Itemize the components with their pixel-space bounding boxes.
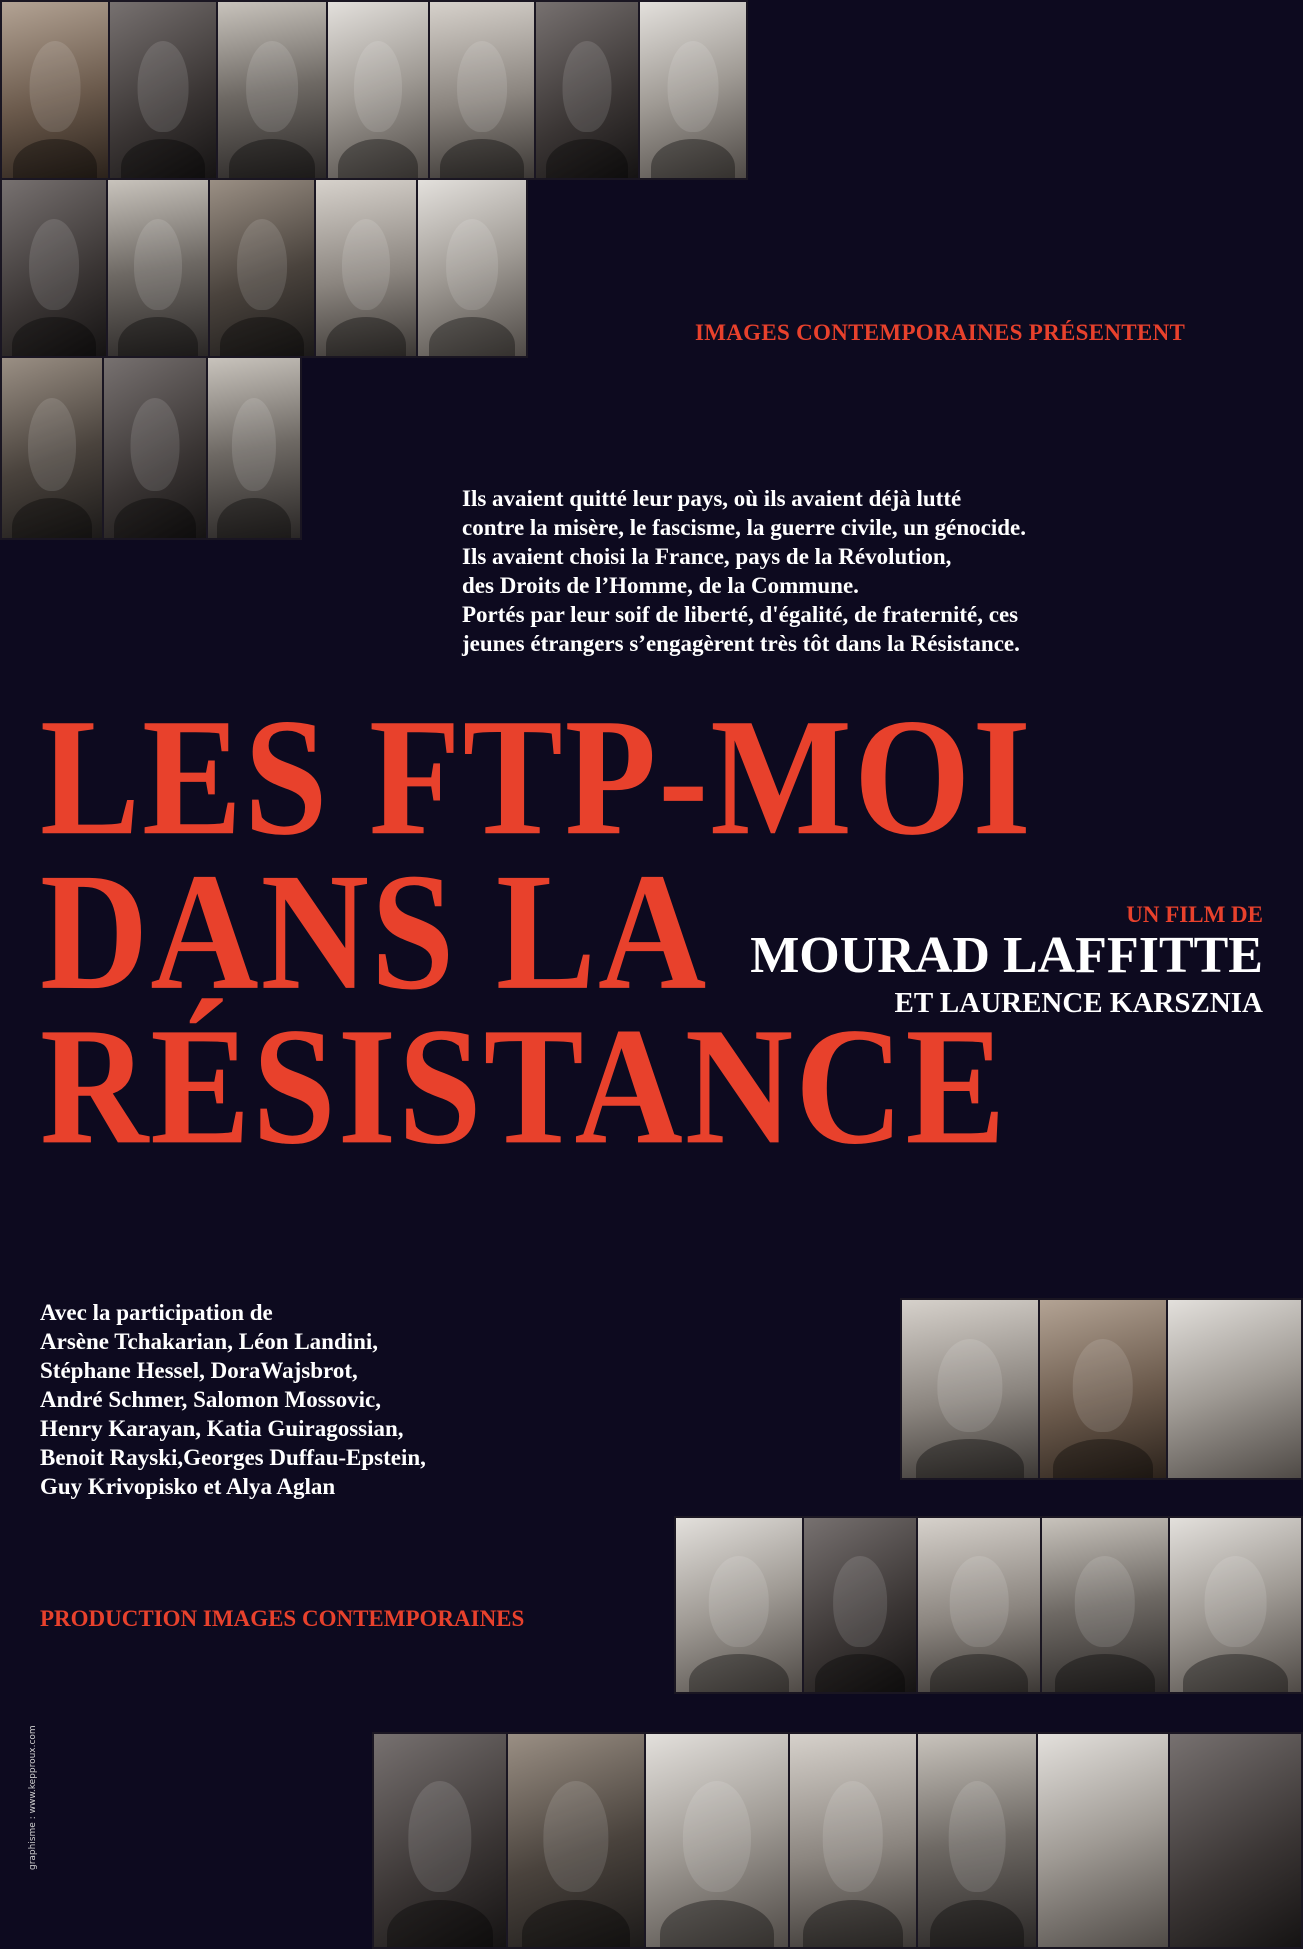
intro-paragraph <box>462 484 1282 658</box>
portrait-photo <box>0 178 108 358</box>
film-by-label: UN FILM DE <box>1126 902 1263 927</box>
title-line: DANS LA <box>40 838 709 1025</box>
portrait-photo <box>326 0 430 180</box>
archive-photo <box>1166 1298 1303 1480</box>
title-line: RÉSISTANCE <box>40 993 1008 1180</box>
archive-photo <box>1168 1732 1303 1949</box>
portrait-photo <box>102 356 208 540</box>
portrait-photo <box>534 0 640 180</box>
portrait-photo <box>428 0 536 180</box>
intro-line: contre la misère, le fascisme, la guerre civile, un génocide. <box>462 515 1027 540</box>
director-name: MOURAD LAFFITTE <box>750 927 1263 984</box>
archive-photo <box>644 1732 790 1949</box>
archive-photo <box>788 1732 918 1949</box>
archive-photo <box>372 1732 508 1949</box>
portrait-photo <box>0 356 104 540</box>
archive-photo <box>916 1516 1042 1694</box>
intro-line: jeunes étrangers s’engagèrent très tôt dans la Résistance. <box>462 631 1020 656</box>
archive-photo <box>1038 1298 1168 1480</box>
intro-line: des Droits de l’Homme, de la Commune. <box>462 573 859 598</box>
title-line: LES FTP-MOI <box>40 684 1033 871</box>
archive-photo <box>506 1732 646 1949</box>
participation-line: Guy Krivopisko et Alya Aglan <box>40 1474 336 1499</box>
intro-line: Portés par leur soif de liberté, d'égalité, de fraternité, ces <box>462 602 1019 627</box>
portrait-photo <box>0 0 110 180</box>
portrait-photo <box>416 178 528 358</box>
archive-photo <box>802 1516 918 1694</box>
portrait-photo <box>208 178 316 358</box>
portrait-photo <box>216 0 328 180</box>
archive-photo <box>916 1732 1038 1949</box>
archive-photo <box>1036 1732 1170 1949</box>
intro-line: Ils avaient quitté leur pays, où ils avaient déjà lutté <box>462 486 962 511</box>
participation-list <box>40 1298 660 1501</box>
codirector-name: ET LAURENCE KARSZNIA <box>894 987 1263 1019</box>
portrait-photo <box>638 0 748 180</box>
production-credit: PRODUCTION IMAGES CONTEMPORAINES <box>40 1606 525 1631</box>
participation-line: Benoit Rayski,Georges Duffau-Epstein, <box>40 1445 426 1470</box>
designer-credit: graphisme : www.kepproux.com <box>28 1725 38 1870</box>
archive-photo <box>1168 1516 1303 1694</box>
participation-line: Arsène Tchakarian, Léon Landini, <box>40 1329 379 1354</box>
intro-line: Ils avaient choisi la France, pays de la Révolution, <box>462 544 952 569</box>
participation-line: Avec la participation de <box>40 1300 273 1325</box>
archive-photo <box>674 1516 804 1694</box>
portrait-photo <box>314 178 418 358</box>
archive-photo <box>900 1298 1040 1480</box>
director-credit <box>750 902 1263 1022</box>
presenter-credit: IMAGES CONTEMPORAINES PRÉSENTENT <box>695 320 1186 345</box>
archive-photo <box>1040 1516 1170 1694</box>
participation-line: André Schmer, Salomon Mossovic, <box>40 1387 381 1412</box>
portrait-photo <box>206 356 302 540</box>
portrait-photo <box>108 0 218 180</box>
participation-line: Stéphane Hessel, DoraWajsbrot, <box>40 1358 358 1383</box>
portrait-photo <box>106 178 210 358</box>
participation-line: Henry Karayan, Katia Guiragossian, <box>40 1416 404 1441</box>
